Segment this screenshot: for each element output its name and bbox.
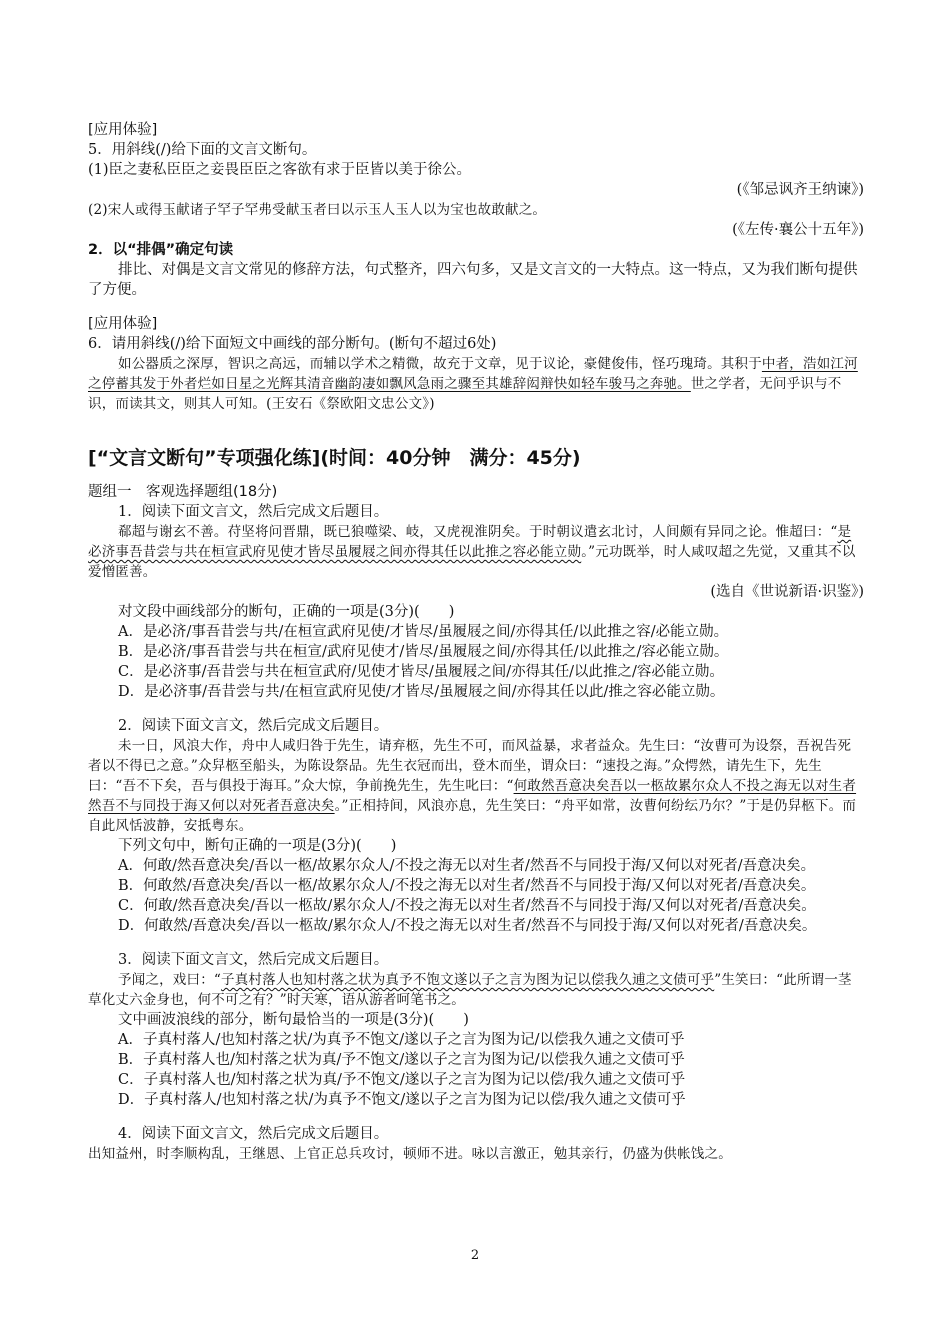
q5-stem: 5．用斜线(/)给下面的文言文断句。 xyxy=(88,142,317,158)
q5-item-1: (1)臣之妻私臣臣之妾畏臣臣之客欲有求于臣皆以美于徐公。 xyxy=(88,162,472,178)
q1-stem: 对文段中画线部分的断句，正确的一项是(3分)( ) xyxy=(118,604,455,620)
q6-passage xyxy=(88,354,864,414)
q3-passage xyxy=(88,970,864,1010)
q3-passage-pre: 予闻之，戏曰：“ xyxy=(118,972,222,988)
q6-passage-post: 世之学者，无问乎识与不识，而读其文，则其人可知。(王安石《祭欧阳文忠公文》) xyxy=(88,376,842,412)
q1-passage-pre: 郗超与谢玄不善。苻坚将问晋鼎，既已狼噬梁、岐，又虎视淮阴矣。于时朝议遣玄北讨，人间颇有异同之论。惟超曰：“ xyxy=(118,524,838,540)
apply-label-1: [应用体验] xyxy=(88,122,158,138)
section-heading: [“文言文断句”专项强化练](时间：40分钟 满分：45分) xyxy=(88,447,581,469)
q2-passage-pre: 未一日，风浪大作，舟中人咸归咎于先生，请弃柩，先生不可，而风益暴，求者益众。先生曰：“汝曹可为设祭，吾祝告死者以不得已之意。”众舁柩至船头，为陈设祭品。先生衣冠而出，登木而坐，谓众曰：“速投之海。”众愕然，请先生下，先生曰：“吾不下矣，吾与俱投于海耳。”众大惊，争前挽先生，先生叱曰：“ xyxy=(88,738,852,794)
q6-stem: 6．请用斜线(/)给下面短文中画线的部分断句。(断句不超过6处) xyxy=(88,336,497,352)
q2-underlined: 何敢然吾意决矣吾以一柩故累尔众人不投之海无以对生者然吾不与同投于海又何以对死者吾意决矣 xyxy=(88,778,857,814)
apply-label-2: [应用体验] xyxy=(88,316,158,332)
q3-passage-post: ”生笑曰：“此所谓一茎草化丈六金身也，何不可之有？”时天寒，语从游者呵笔书之。 xyxy=(88,972,852,1008)
q1-option-d: D．是必济事/吾昔尝与共/在桓宣武府见使/才皆尽/虽履屐之间/亦得其任以此/推之容必能立勋。 xyxy=(118,684,725,700)
q6-underlined: 中者，浩如江河之停蓄其发于外者烂如日星之光辉其清音幽韵凄如飘风急雨之骤至其雄辞闳辩快如轻车骏马之奔驰。 xyxy=(88,356,858,392)
method-2-text: 排比、对偶是文言文常见的修辞方法，句式整齐，四六句多，又是文言文的一大特点。这一特点，又为我们断句提供了方便。 xyxy=(88,262,858,298)
q3-option-c: C．子真村落人也/知村落之状为真/予不饱文/遂以子之言为图为记以偿/我久逋之文债可乎 xyxy=(118,1072,686,1088)
q1-passage xyxy=(88,522,864,582)
q3-option-b: B．子真村落人也/知村落之状为真/予不饱文/遂以子之言为图为记/以偿我久逋之文债可乎 xyxy=(118,1052,685,1068)
q5-item-2-source: (《左传·襄公十五年》) xyxy=(732,222,864,238)
q2-option-d: D．何敢然/吾意决矣/吾以一柩故/累尔众人/不投之海无以对生者/然吾不与同投于海/又何以对死者/吾意决矣。 xyxy=(118,918,817,934)
q1-option-c: C．是必济事/吾昔尝与共在桓宣武府/见使才皆尽/虽履屐之间/亦得其任/以此推之/容必能立勋。 xyxy=(118,664,724,680)
q5-item-2: (2)宋人或得玉献诸子罕子罕弗受献玉者曰以示玉人玉人以为宝也故敢献之。 xyxy=(88,202,547,218)
group1-title: 题组一 客观选择题组(18分) xyxy=(88,484,278,500)
q3-option-d: D．子真村落人/也知村落之状/为真予不饱文/遂以子之言为图为记以偿/我久逋之文债可乎 xyxy=(118,1092,686,1108)
q3-wavy-underlined: 子真村落人也知村落之状为真予不饱文遂以子之言为图为记以偿我久逋之文债可乎 xyxy=(221,972,715,988)
page-number: 2 xyxy=(470,1248,480,1263)
q5-item-1-source: (《邹忌讽齐王纳谏》) xyxy=(736,182,864,198)
q2-intro: 2．阅读下面文言文，然后完成文后题目。 xyxy=(118,718,389,734)
q1-source: (选自《世说新语·识鉴》) xyxy=(710,584,864,600)
q4-intro: 4．阅读下面文言文，然后完成文后题目。 xyxy=(118,1126,389,1142)
q1-passage-post: 。”元功既举，时人咸叹超之先觉，又重其不以爱憎匿善。 xyxy=(88,544,856,580)
q2-option-c: C．何敢/然吾意决矣/吾以一柩故/累尔众人/不投之海无以对生者/然吾不与同投于海/又何以对死者/吾意决矣。 xyxy=(118,898,816,914)
q1-underlined: 是必济事吾昔尝与共在桓宣武府见使才皆尽虽履屐之间亦得其任以此推之容必能立勋 xyxy=(88,524,852,560)
q4-passage: 出知益州，时李顺构乱，王继恩、上官正总兵攻讨，顿师不进。咏以言激正，勉其亲行，仍盛为供帐饯之。 xyxy=(88,1146,732,1162)
document-page xyxy=(88,120,864,1164)
q3-stem: 文中画波浪线的部分，断句最恰当的一项是(3分)( ) xyxy=(118,1012,469,1028)
q2-stem: 下列文句中，断句正确的一项是(3分)( ) xyxy=(118,838,397,854)
q1-option-b: B．是必济/事吾昔尝与共在桓宣/武府见使才/皆尽/虽履屐之间/亦得其任/以此推之/容必能立勋。 xyxy=(118,644,729,660)
q2-option-a: A．何敢/然吾意决矣/吾以一柩/故累尔众人/不投之海无以对生者/然吾不与同投于海/又何以对死者/吾意决矣。 xyxy=(118,858,816,874)
q2-passage xyxy=(88,736,864,836)
q6-passage-pre: 如公器质之深厚，智识之高远，而辅以学术之精微，故充于文章，见于议论，豪健俊伟，怪巧瑰琦。其积于 xyxy=(118,356,762,372)
q2-option-b: B．何敢然/吾意决矣/吾以一柩/故累尔众人/不投之海无以对生者/然吾不与同投于海/又何以对死者/吾意决矣。 xyxy=(118,878,816,894)
q2-passage-post: 。”正相持间，风浪亦息，先生笑曰：“舟平如常，汝曹何纷纭乃尔？”于是仍舁柩下。而自此风恬波静，安抵粤东。 xyxy=(88,798,857,834)
q1-option-a: A．是必济/事吾昔尝与共/在桓宣武府见使/才皆尽/虽履屐之间/亦得其任/以此推之容/必能立勋。 xyxy=(118,624,729,640)
q3-intro: 3．阅读下面文言文，然后完成文后题目。 xyxy=(118,952,389,968)
q3-option-a: A．子真村落人/也知村落之状/为真予不饱文/遂以子之言为图为记/以偿我久逋之文债可乎 xyxy=(118,1032,685,1048)
q1-intro: 1．阅读下面文言文，然后完成文后题目。 xyxy=(118,504,389,520)
method-2-title: 2．以“排偶”确定句读 xyxy=(88,242,234,258)
